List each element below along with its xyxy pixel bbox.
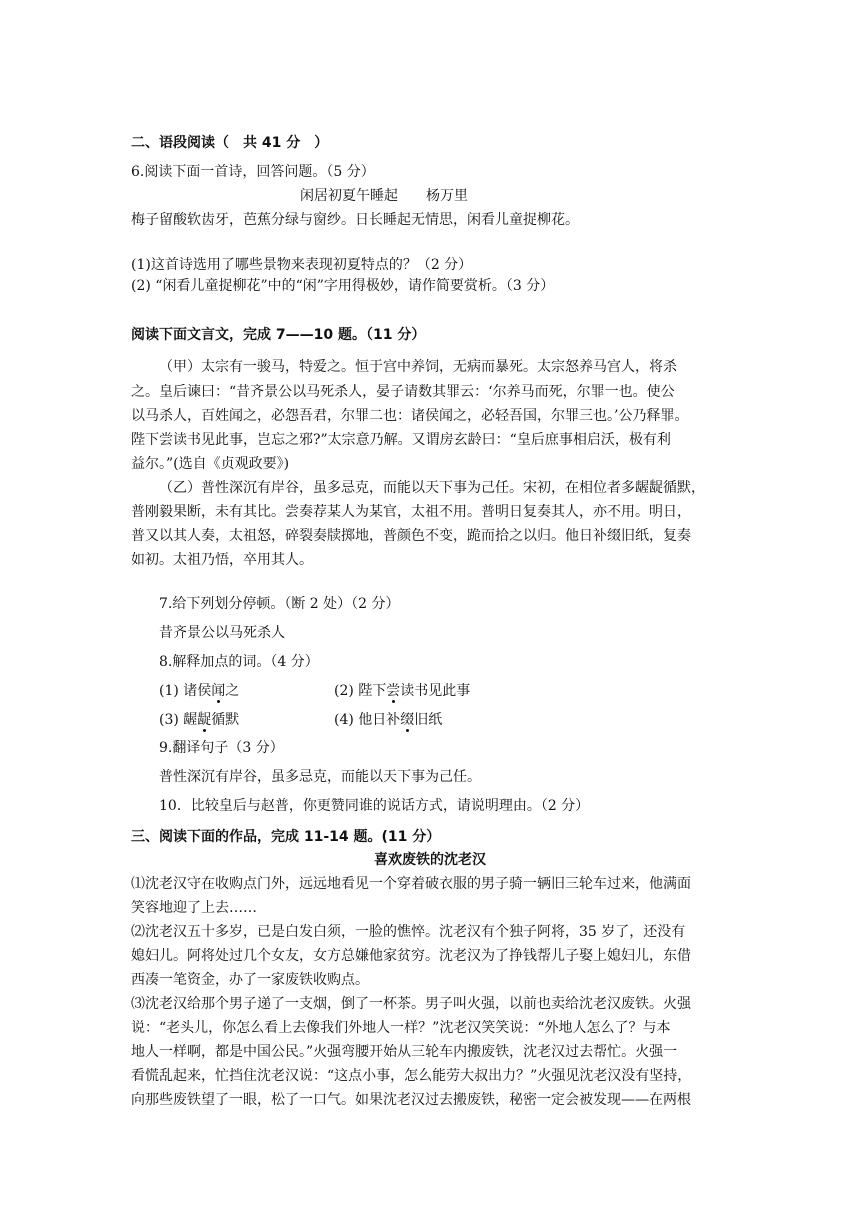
q7-sentence: 昔齐景公以马死杀人 [159, 625, 285, 641]
section3-heading: 三、阅读下面的作品，完成 11-14 题。(11 分） [131, 829, 441, 845]
yi-line: （乙）普性深沉有岸谷，虽多忌克，而能以天下事为己任。宋初，在相位者多龌龊循默， [159, 480, 705, 496]
jia-line: 陛下尝读书见此事，岂忘之邪?”太宗意乃解。又谓房玄龄曰：“皇后庶事相启沃，极有利 [131, 432, 671, 448]
poem-body: 梅子留酸软齿牙，芭蕉分绿与窗纱。日长睡起无情思，闲看儿童捉柳花。 [131, 212, 579, 228]
q8-item: (1) 诸侯闻之 [159, 683, 240, 699]
dotted-word: 龊 [197, 712, 212, 728]
story-line: 向那些废铁望了一眼，松了一口气。如果沈老汉过去搬废铁，秘密一定会被发现——在两根 [131, 1092, 691, 1108]
story-line: 西凑一笔资金，办了一家废铁收购点。 [131, 972, 369, 988]
q6-sub1: (1)这首诗选用了哪些景物来表现初夏特点的？（2 分） [131, 257, 473, 273]
q10-prompt: 10．比较皇后与赵普，你更赞同谁的说话方式，请说明理由。（2 分） [159, 798, 590, 814]
yi-line: 普又以其人奏，太祖怒，碎裂奏牍掷地，普颜色不变，跪而拾之以归。他日补缀旧纸，复奏 [131, 528, 691, 544]
q6-prompt: 6.阅读下面一首诗，回答问题。（5 分） [131, 164, 375, 180]
yi-line: 普刚毅果断，未有其比。尝奏荐某人为某官，太祖不用。普明日复奏其人，亦不用。明日， [131, 504, 691, 520]
jia-line: 以马杀人，百姓闻之，必怨吾君，尔罪二也：诸侯闻之，必轻吾国，尔罪三也。’公乃释罪。 [131, 408, 689, 424]
story-line: ⑵沈老汉五十多岁，已是白发白须，一脸的憔悴。沈老汉有个独子阿将，35 岁了，还没有 [131, 924, 686, 940]
story-title: 喜欢废铁的沈老汉 [374, 852, 486, 868]
q8-item: (2) 陛下尝读书见此事 [334, 683, 471, 699]
dotted-word: 尝 [386, 683, 401, 699]
section2-heading: 二、语段阅读（ 共 41 分 ） [131, 135, 329, 151]
story-line: 笑容地迎了上去…… [131, 900, 257, 916]
dotted-word: 闻 [211, 683, 226, 699]
poem-title: 闲居初夏午睡起 杨万里 [300, 188, 468, 204]
story-line: ⑴沈老汉守在收购点门外，远远地看见一个穿着破衣服的男子骑一辆旧三轮车过来，他满面 [131, 876, 691, 892]
dotted-word: 缀 [400, 712, 415, 728]
story-line: 看慌乱起来，忙挡住沈老汉说：“这点小事，怎么能劳大叔出力？”火强见沈老汉没有坚持， [131, 1068, 692, 1084]
jia-line: 之。皇后谏曰：“昔齐景公以马死杀人，晏子请数其罪云：‘尔养马而死，尔罪一也。使公 [131, 384, 675, 400]
story-line: 媳妇儿。阿将处过几个女友，女方总嫌他家贫穷。沈老汉为了挣钱帮儿子娶上媳妇儿，东借 [131, 948, 691, 964]
story-line: 说：“老头儿，你怎么看上去像我们外地人一样？”沈老汉笑笑说：“外地人怎么了？与本 [131, 1020, 671, 1036]
q9-sentence: 普性深沉有岸谷，虽多忌克，而能以天下事为己任。 [159, 769, 481, 785]
story-line: ⑶沈老汉给那个男子递了一支烟，倒了一杯茶。男子叫火强，以前也卖给沈老汉废铁。火强 [131, 996, 691, 1012]
q8-prompt: 8.解释加点的词。（4 分） [159, 654, 319, 670]
classical-heading: 阅读下面文言文，完成 7——10 题。（11 分） [131, 327, 426, 343]
story-line: 地人一样啊，都是中国公民。”火强弯腰开始从三轮车内搬废铁，沈老汉过去帮忙。火强一 [131, 1044, 678, 1060]
jia-line: 益尔。”(选自《贞观政要》) [131, 456, 290, 472]
q7-prompt: 7.给下列划分停顿。（断 2 处）（2 分） [159, 596, 400, 612]
q8-item: (3) 龌龊循默 [159, 712, 240, 728]
yi-line: 如初。太祖乃悟，卒用其人。 [131, 552, 313, 568]
jia-line: （甲）太宗有一骏马，特爱之。恒于宫中养饲，无病而暴死。太宗怒养马宫人，将杀 [159, 359, 677, 375]
q6-sub2: (2) “闲看儿童捉柳花”中的“闲”字用得极妙，请作简要赏析。（3 分） [131, 278, 555, 294]
q8-item: (4) 他日补缀旧纸 [334, 712, 443, 728]
q9-prompt: 9.翻译句子（3 分） [159, 740, 284, 756]
